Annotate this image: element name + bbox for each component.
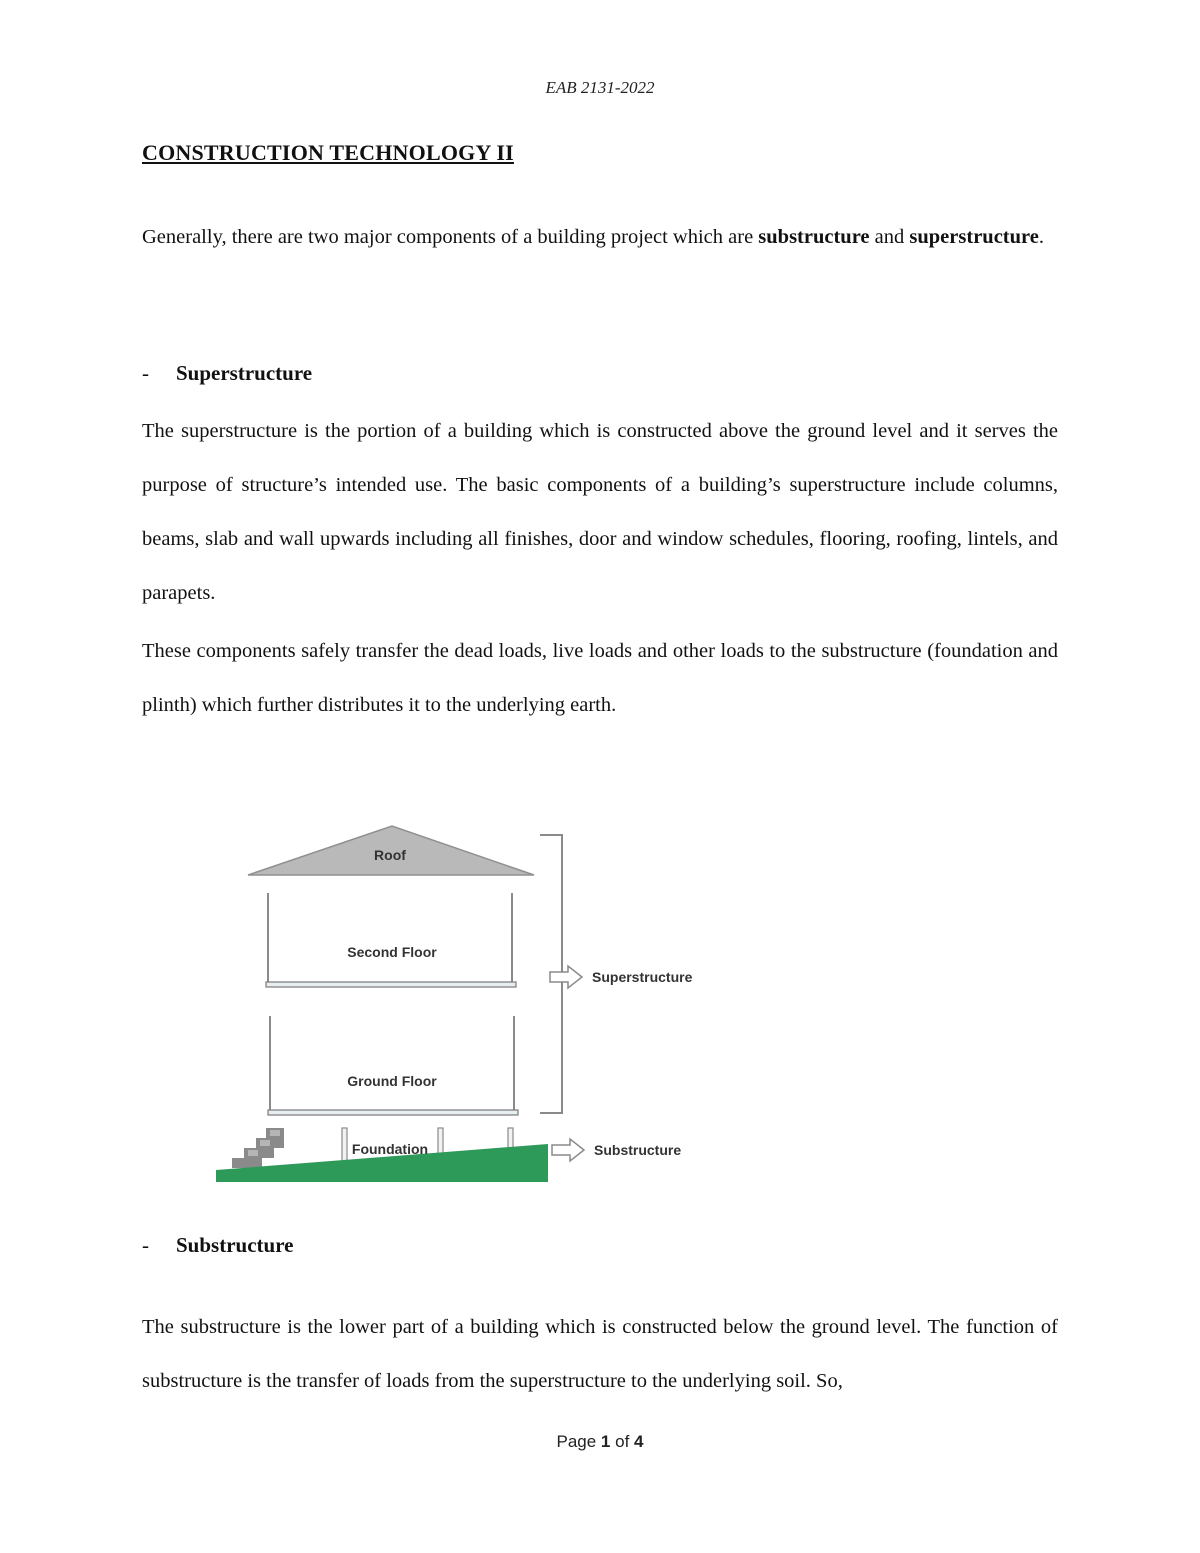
bullet-dash: - xyxy=(142,1233,149,1257)
superstructure-arrow-icon xyxy=(550,966,582,988)
ground-floor-slab xyxy=(268,1110,518,1115)
superstructure-heading xyxy=(142,358,312,388)
page-header: EAB 2131-2022 xyxy=(545,78,655,97)
building-diagram-svg xyxy=(210,820,710,1192)
page-footer: Page 1 of 4 xyxy=(556,1432,644,1451)
ground-floor-label: Ground Floor xyxy=(347,1073,437,1089)
intro-paragraph: Generally, there are two major components of a building project which are substructure and superstructure. xyxy=(142,226,1044,248)
foundation-label: Foundation xyxy=(351,1141,429,1157)
building-diagram xyxy=(210,820,710,1192)
substructure-heading xyxy=(142,1230,293,1260)
current-page-number: 1 xyxy=(600,1432,611,1451)
second-floor-slab xyxy=(266,982,516,987)
substructure-arrow-icon xyxy=(552,1139,584,1161)
superstructure-heading-text: Superstructure xyxy=(176,361,313,385)
roof-label: Roof xyxy=(374,847,406,863)
superstructure-label: Superstructure xyxy=(592,969,693,985)
foundation-post-1 xyxy=(342,1128,347,1162)
superstructure-paragraph-2: These components safely transfer the dead loads, live loads and other loads to the substructure (foundation and plinth) which further distributes it to the underlying earth. xyxy=(142,640,1058,716)
term-substructure: substructure xyxy=(758,226,870,248)
second-floor-label: Second Floor xyxy=(347,944,437,960)
total-pages: 4 xyxy=(634,1432,644,1451)
term-superstructure: superstructure xyxy=(909,226,1039,248)
page-title: CONSTRUCTION TECHNOLOGY II xyxy=(142,140,514,165)
bullet-dash: - xyxy=(142,361,149,385)
substructure-paragraph-1: The substructure is the lower part of a building which is constructed below the ground level. The function of substructure is the transfer of loads from the superstructure to the underlying soil. So, xyxy=(142,1316,1058,1392)
substructure-label: Substructure xyxy=(594,1142,682,1158)
superstructure-paragraph-1: The superstructure is the portion of a building which is constructed above the ground level and it serves the purpose of structure’s intended use. The basic components of a building’s superstructure include columns, beams, slab and wall upwards including all finishes, door and window schedules, flooring, roofing, lintels, and parapets. xyxy=(142,420,1058,604)
substructure-heading-text: Substructure xyxy=(176,1233,294,1257)
